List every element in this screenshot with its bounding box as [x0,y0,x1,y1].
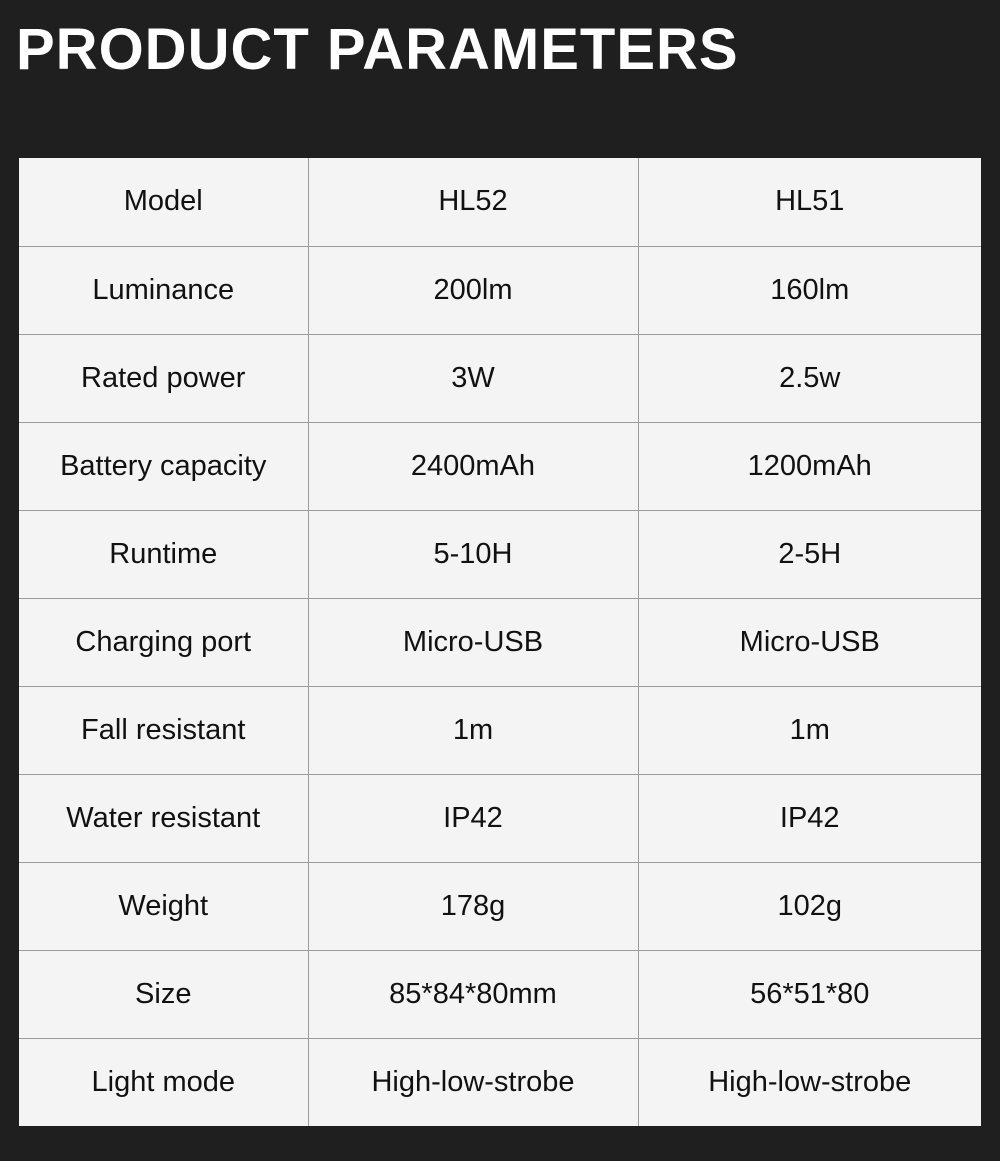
hl52-value: IP42 [308,774,638,862]
table-row-weight [19,862,981,950]
hl51-value: IP42 [638,774,981,862]
row-label: Runtime [19,510,308,598]
table-row-water-resistant [19,774,981,862]
hl51-value: 1200mAh [638,422,981,510]
hl51-value: Micro-USB [638,598,981,686]
table-row-model [19,158,981,246]
hl52-value: HL52 [308,158,638,246]
row-label: Battery capacity [19,422,308,510]
row-label: Weight [19,862,308,950]
hl51-value: 1m [638,686,981,774]
hl51-value: 2.5w [638,334,981,422]
row-label: Luminance [19,246,308,334]
hl52-value: Micro-USB [308,598,638,686]
table-row-runtime [19,510,981,598]
hl51-value: 102g [638,862,981,950]
hl51-value: 2-5H [638,510,981,598]
page-title: PRODUCT PARAMETERS [16,17,739,82]
hl52-value: 1m [308,686,638,774]
table-row-rated-power [19,334,981,422]
hl51-value: HL51 [638,158,981,246]
hl52-value: High-low-strobe [308,1038,638,1126]
hl51-value: 160lm [638,246,981,334]
row-label: Size [19,950,308,1038]
table-row-size [19,950,981,1038]
row-label: Light mode [19,1038,308,1126]
row-label: Rated power [19,334,308,422]
row-label: Model [19,158,308,246]
hl51-value: 56*51*80 [638,950,981,1038]
parameters-table [19,158,981,1126]
hl52-value: 5-10H [308,510,638,598]
hl52-value: 2400mAh [308,422,638,510]
hl51-value: High-low-strobe [638,1038,981,1126]
row-label: Water resistant [19,774,308,862]
table-row-charging-port [19,598,981,686]
table-row-luminance [19,246,981,334]
row-label: Fall resistant [19,686,308,774]
hl52-value: 200lm [308,246,638,334]
hl52-value: 85*84*80mm [308,950,638,1038]
table-row-fall-resistant [19,686,981,774]
table-row-light-mode [19,1038,981,1126]
hl52-value: 178g [308,862,638,950]
row-label: Charging port [19,598,308,686]
table-row-battery-capacity [19,422,981,510]
hl52-value: 3W [308,334,638,422]
